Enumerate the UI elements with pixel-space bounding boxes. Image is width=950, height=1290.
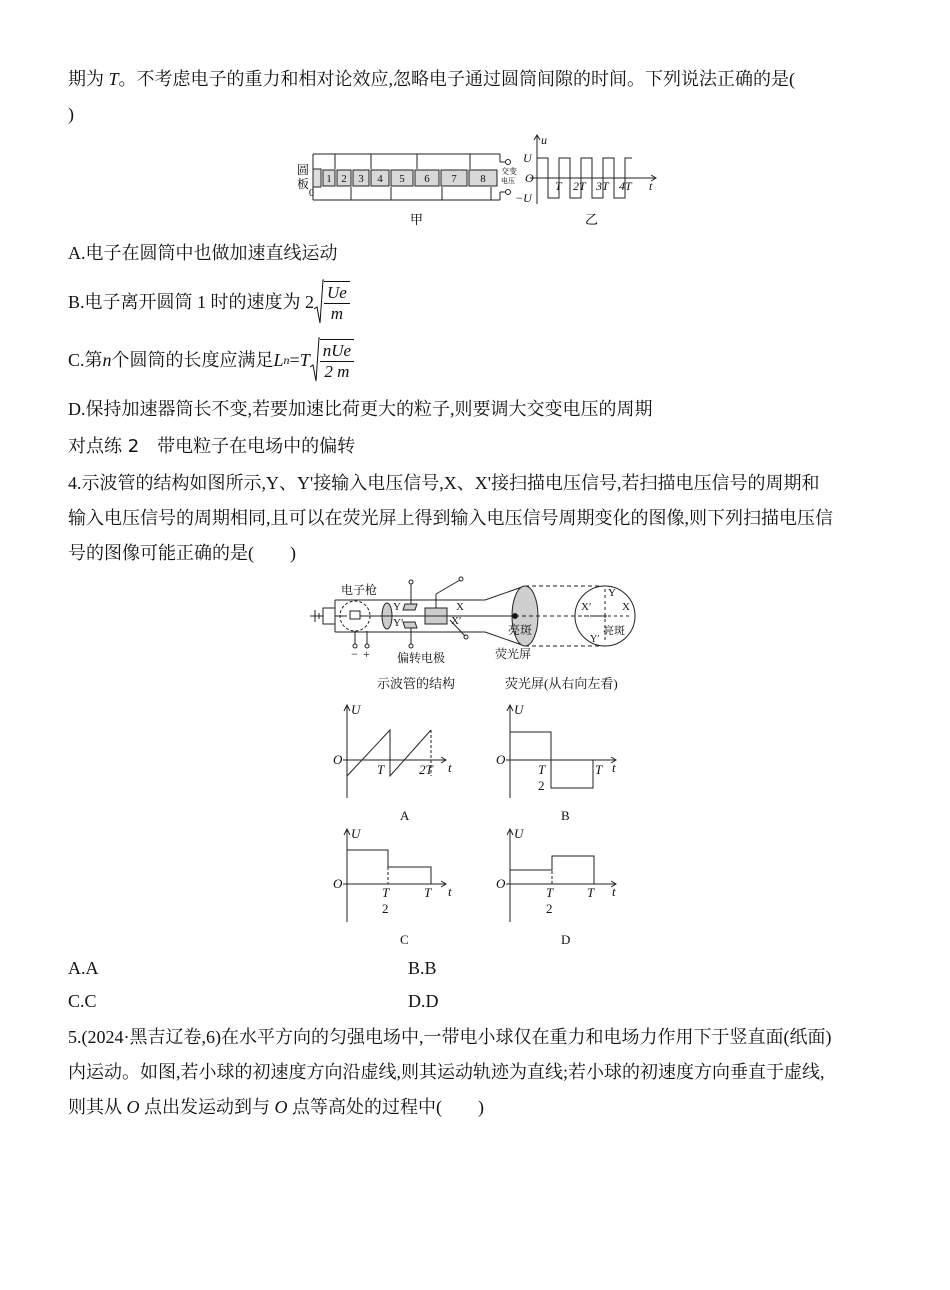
q5-line-1: 5.(2024·黑吉辽卷,6)在水平方向的匀强电场中,一带电小球仅在重力和电场力作用下于竖直面(纸面) [68,1027,832,1047]
tick-4T: 4T [619,179,632,193]
q3-intro-b: 。不考虑电子的重力和相对论效应,忽略电子通过圆筒间隙的时间。下列说法正确的是( [118,69,796,89]
graph-c-t: t [448,884,452,899]
q3-option-c-num: nUe [320,341,354,362]
q3-accelerator-figure [285,132,675,232]
q4-graph-grid [325,700,625,952]
caption-jia: 甲 [410,212,424,227]
q5-line-3-O2: O [274,1097,288,1117]
graph-d-half-den: 2 [546,901,553,916]
label-Yp: Y′ [393,617,404,629]
q3-option-b-den: m [330,303,344,323]
q3-intro-close: ) [68,104,74,124]
q4-answer-d: D.D [408,991,439,1011]
graph-a-O: O [333,752,343,767]
graph-a-2T: 2T [419,762,433,777]
q3-intro-T: T [108,69,119,89]
caption-yi: 乙 [585,212,599,227]
q3-option-b-num: Ue [324,283,350,304]
ac-label-2: 电压 [501,177,515,185]
q5-line-3-b: 点出发运动到与 [139,1097,275,1117]
graph-c-wave [347,850,431,884]
graph-a-T: T [377,762,385,777]
tube-label-3: 3 [358,173,364,185]
tick-2T: 2T [573,179,586,193]
tick-O: O [525,171,534,185]
tube-label-7: 7 [451,173,457,185]
q5-line-3 [68,1094,484,1120]
q3-option-b [68,278,350,326]
label-Xp: X′ [451,615,462,627]
graph-b-half-num: T [538,762,546,777]
tick-T: T [555,179,562,193]
q3-option-c-n: n [102,350,112,370]
screen-label-X: X [622,601,630,613]
graph-c-T: T [424,885,432,900]
q4-answer-b: B.B [408,958,437,978]
graph-a-U: U [351,702,361,717]
q3-option-b-sqrt [314,279,350,325]
graph-d-caption: D [561,932,571,947]
q5-line-2: 内运动。如图,若小球的初速度方向沿虚线,则其运动轨迹为直线;若小球的初速度方向垂直于虚线, [68,1062,825,1082]
q3-intro-line [68,66,795,92]
q3-option-c-den: 2 m [324,361,350,381]
q3-option-c-L: L [273,350,284,370]
q3-option-c-T: T [299,350,310,370]
graph-c-U: U [351,826,361,841]
graph-b-O: O [496,752,506,767]
tube-label-4: 4 [377,173,383,185]
label-plus: + [363,647,370,661]
q3-option-c-sub: n [283,353,290,367]
plate-zero-label: 0 [309,188,314,199]
graph-b-t: t [612,760,616,775]
caption-structure: 示波管的结构 [377,676,456,691]
tick-U: U [523,151,532,165]
graph-c-half-num: T [382,885,390,900]
label-electrode: 偏转电极 [397,651,446,665]
graph-d-U: U [514,826,524,841]
axis-t: t [649,179,653,193]
tube-label-6: 6 [424,173,430,185]
graph-b-T: T [595,762,603,777]
graph-b-half-den: 2 [538,778,545,793]
label-Y: Y [393,601,401,613]
q3-option-b-text: B.电子离开圆筒 1 时的速度为 2 [68,292,315,312]
screen-label-Xp: X′ [581,601,592,613]
q3-option-c-a: C.第 [68,350,103,370]
q3-option-d: D.保持加速器筒长不变,若要加速比荷更大的粒子,则要调大交变电压的周期 [68,399,653,419]
axis-u: u [541,133,547,147]
tick-3T: 3T [596,179,609,193]
plate-label-2: 板 [297,177,310,191]
q5-line-3-c: 点等高处的过程中( ) [287,1097,484,1117]
q3-option-c [68,336,354,384]
graph-d-wave [510,856,594,884]
label-spot: 亮斑 [508,623,533,637]
q4-line-2: 输入电压信号的周期相同,且可以在荧光屏上得到输入电压信号周期变化的图像,则下列扫描电压信 [68,508,833,528]
screen-label-Y: Y [608,587,616,599]
screen-label-Yp: Y′ [590,634,600,645]
graph-c-half-den: 2 [382,901,389,916]
graph-a-caption: A [400,808,410,823]
label-X: X [456,601,464,613]
tube-label-1: 1 [326,173,332,185]
radical-sign-icon [310,337,320,383]
section-heading: 对点练 2 带电粒子在电场中的偏转 [68,436,356,457]
tube-label-8: 8 [480,173,486,185]
tube-label-5: 5 [399,173,405,185]
q5-line-3-a: 则其从 [68,1097,127,1117]
q5-line-3-O1: O [126,1097,140,1117]
q4-answer-a: A.A [68,958,99,978]
radical-sign-icon [314,279,324,325]
screen-label-spot: 亮斑 [603,625,625,637]
graph-d-half-num: T [546,885,554,900]
graph-d-O: O [496,876,506,891]
label-gun: 电子枪 [341,583,378,597]
tubes [323,170,497,186]
q3-option-c-eq: = [289,350,300,370]
q3-option-a: A.电子在圆筒中也做加速直线运动 [68,243,338,263]
q3-option-c-b: 个圆筒的长度应满足 [111,350,274,370]
label-screen: 荧光屏 [495,647,532,661]
graph-b-caption: B [561,808,570,823]
graph-d-T: T [587,885,595,900]
graph-a-t: t [448,760,452,775]
tube-label-2: 2 [341,173,347,185]
tick-negU: −U [515,191,532,205]
caption-screen-view: 荧光屏(从右向左看) [505,676,618,691]
plate [313,169,321,187]
ac-label-1: 交变 [501,167,517,176]
q4-line-1: 4.示波管的结构如图所示,Y、Y'接输入电压信号,X、X'接扫描电压信号,若扫描电压信号的周期和 [68,473,820,493]
graph-b-U: U [514,702,524,717]
plate-label-1: 圆 [297,163,310,177]
graph-d-t: t [612,884,616,899]
q4-oscilloscope-figure [305,574,650,696]
q4-answer-c: C.C [68,991,97,1011]
q3-intro-a: 期为 [68,69,109,89]
label-minus: − [351,647,358,661]
q4-line-3: 号的图像可能正确的是( ) [68,543,296,563]
q3-option-c-sqrt [310,337,354,383]
graph-c-O: O [333,876,343,891]
graph-c-caption: C [400,932,409,947]
